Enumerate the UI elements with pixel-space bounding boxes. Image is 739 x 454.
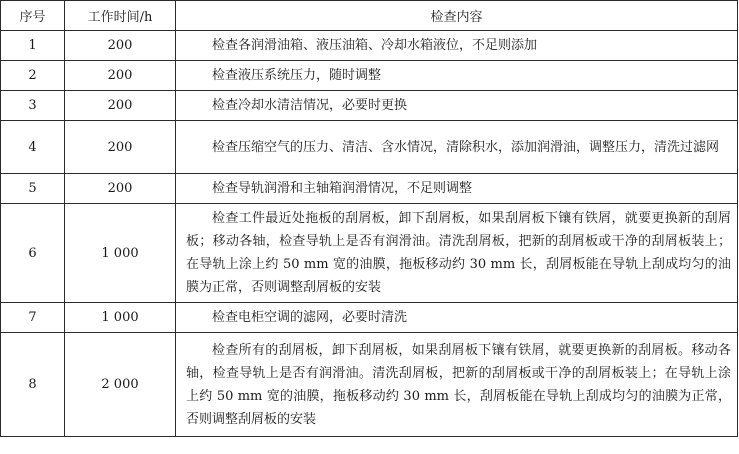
table-row	[1, 174, 738, 204]
table-row	[1, 61, 738, 91]
table-row	[1, 121, 738, 174]
row-hours: 1 000	[65, 303, 176, 333]
row-content: 检查压缩空气的压力、清洁、含水情况，清除积水，添加润滑油，调整压力，清洗过滤网	[176, 121, 738, 174]
row-hours: 2 000	[65, 333, 176, 437]
row-hours: 200	[65, 61, 176, 91]
row-hours: 1 000	[65, 204, 176, 303]
table-row	[1, 204, 738, 303]
table-row	[1, 303, 738, 333]
row-no: 7	[1, 303, 65, 333]
row-no: 2	[1, 61, 65, 91]
row-no: 6	[1, 204, 65, 303]
header-hours: 工作时间/h	[65, 1, 176, 31]
table-row	[1, 333, 738, 437]
row-hours: 200	[65, 174, 176, 204]
table-row	[1, 31, 738, 61]
row-hours: 200	[65, 31, 176, 61]
row-no: 8	[1, 333, 65, 437]
row-no: 3	[1, 91, 65, 121]
table-row	[1, 91, 738, 121]
header-content: 检查内容	[176, 1, 738, 31]
header-no: 序号	[1, 1, 65, 31]
row-hours: 200	[65, 91, 176, 121]
row-content: 检查电柜空调的滤网，必要时清洗	[176, 303, 738, 333]
row-content: 检查液压系统压力，随时调整	[176, 61, 738, 91]
row-content: 检查冷却水清洁情况，必要时更换	[176, 91, 738, 121]
row-content: 检查工件最近处拖板的刮屑板，卸下刮屑板，如果刮屑板下镶有铁屑，就要更换新的刮屑板；移动各轴，检查导轨上是否有润滑油。清洗刮屑板，把新的刮屑板或干净的刮屑板装上；在导轨上涂上约 50 mm 宽的油膜，拖板移动约 30 mm 长，刮屑板能在导轨上刮成均匀的油膜为正常，否则调整刮屑板的安装	[176, 204, 738, 303]
header-row	[1, 1, 738, 31]
row-content: 检查所有的刮屑板，卸下刮屑板，如果刮屑板下镶有铁屑，就要更换新的刮屑板。移动各轴，检查导轨上是否有润滑油。清洗刮屑板，把新的刮屑板或干净的刮屑板装上；在导轨上涂上约 50 mm 宽的油膜，拖板移动约 30 mm 长，刮屑板能在导轨上刮成均匀的油膜为正常，否则调整刮屑板的安装	[176, 333, 738, 437]
row-no: 1	[1, 31, 65, 61]
row-no: 5	[1, 174, 65, 204]
row-content: 检查各润滑油箱、液压油箱、冷却水箱液位，不足则添加	[176, 31, 738, 61]
row-no: 4	[1, 121, 65, 174]
row-hours: 200	[65, 121, 176, 174]
row-content: 检查导轨润滑和主轴箱润滑情况，不足则调整	[176, 174, 738, 204]
